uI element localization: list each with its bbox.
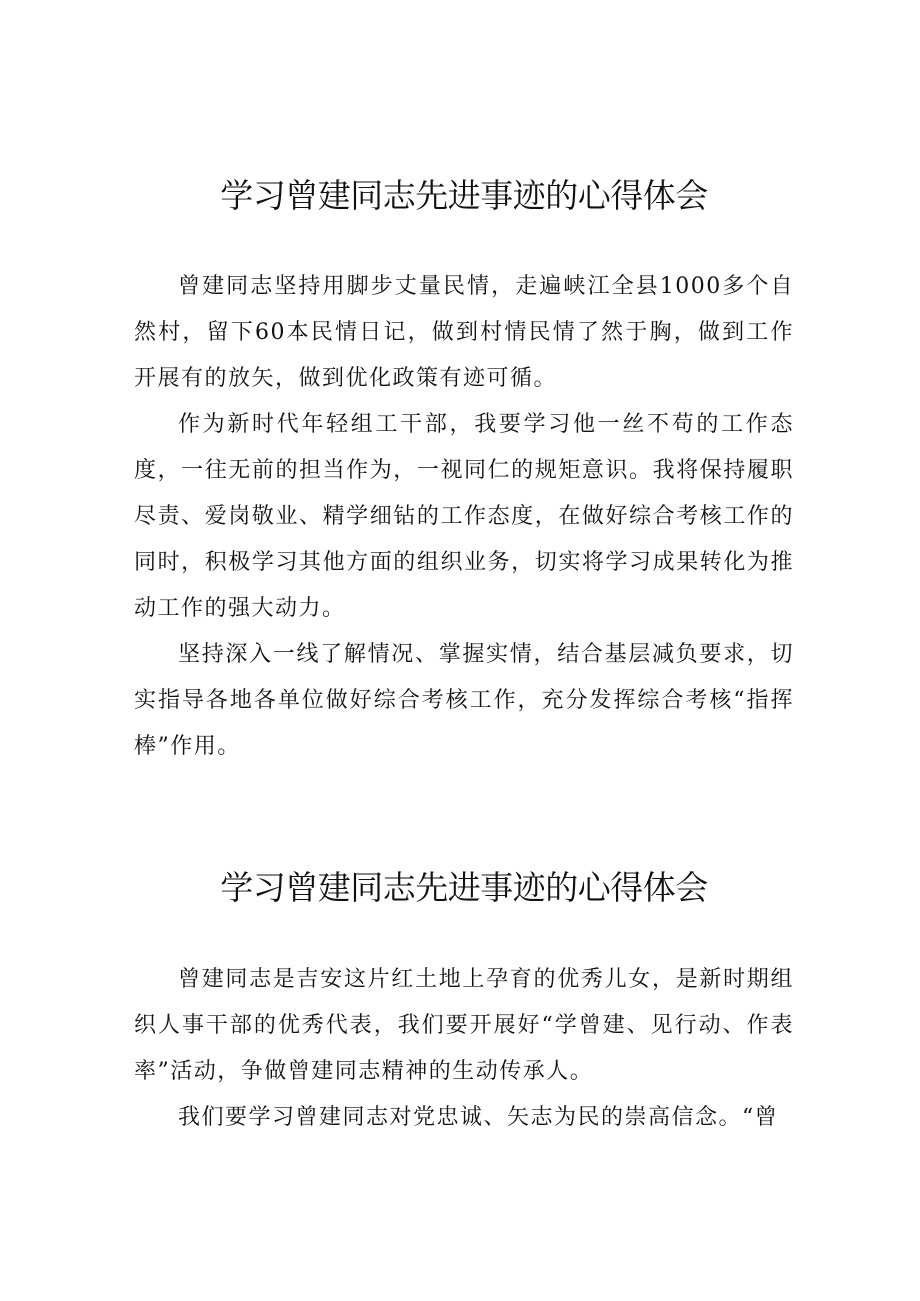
- article-title: 学习曾建同志先进事迹的心得体会: [220, 868, 708, 907]
- article-section-2: [134, 866, 794, 1141]
- article-paragraph: 作为新时代年轻组工干部，我要学习他一丝不苟的工作态度，一往无前的担当作为，一视同仁的规矩意识。我将保持履职尽责、爱岗敬业、精学细钻的工作态度，在做好综合考核工作的同时，积极学习其他方面的组织业务，切实将学习成果转化为推动工作的强大动力。: [134, 412, 794, 621]
- article-body: [134, 264, 794, 770]
- article-section-1: [134, 174, 794, 770]
- article-paragraph: 我们要学习曾建同志对党忠诚、矢志为民的崇高信念。“曾: [178, 1105, 779, 1130]
- article-title: 学习曾建同志先进事迹的心得体会: [220, 176, 708, 215]
- article-paragraph: 曾建同志坚持用脚步丈量民情，走遍峡江全县1000多个自然村，留下60本民情日记，做到村情民情了然于胸，做到工作开展有的放矢，做到优化政策有迹可循。: [134, 274, 794, 391]
- article-paragraph: 曾建同志是吉安这片红土地上孕育的优秀儿女，是新时期组织人事干部的优秀代表，我们要开展好“学曾建、见行动、作表率”活动，争做曾建同志精神的生动传承人。: [134, 967, 794, 1084]
- article-paragraph: 坚持深入一线了解情况、掌握实情，结合基层减负要求，切实指导各地各单位做好综合考核工作，充分发挥综合考核“指挥棒”作用。: [134, 642, 794, 759]
- article-body: [134, 957, 794, 1141]
